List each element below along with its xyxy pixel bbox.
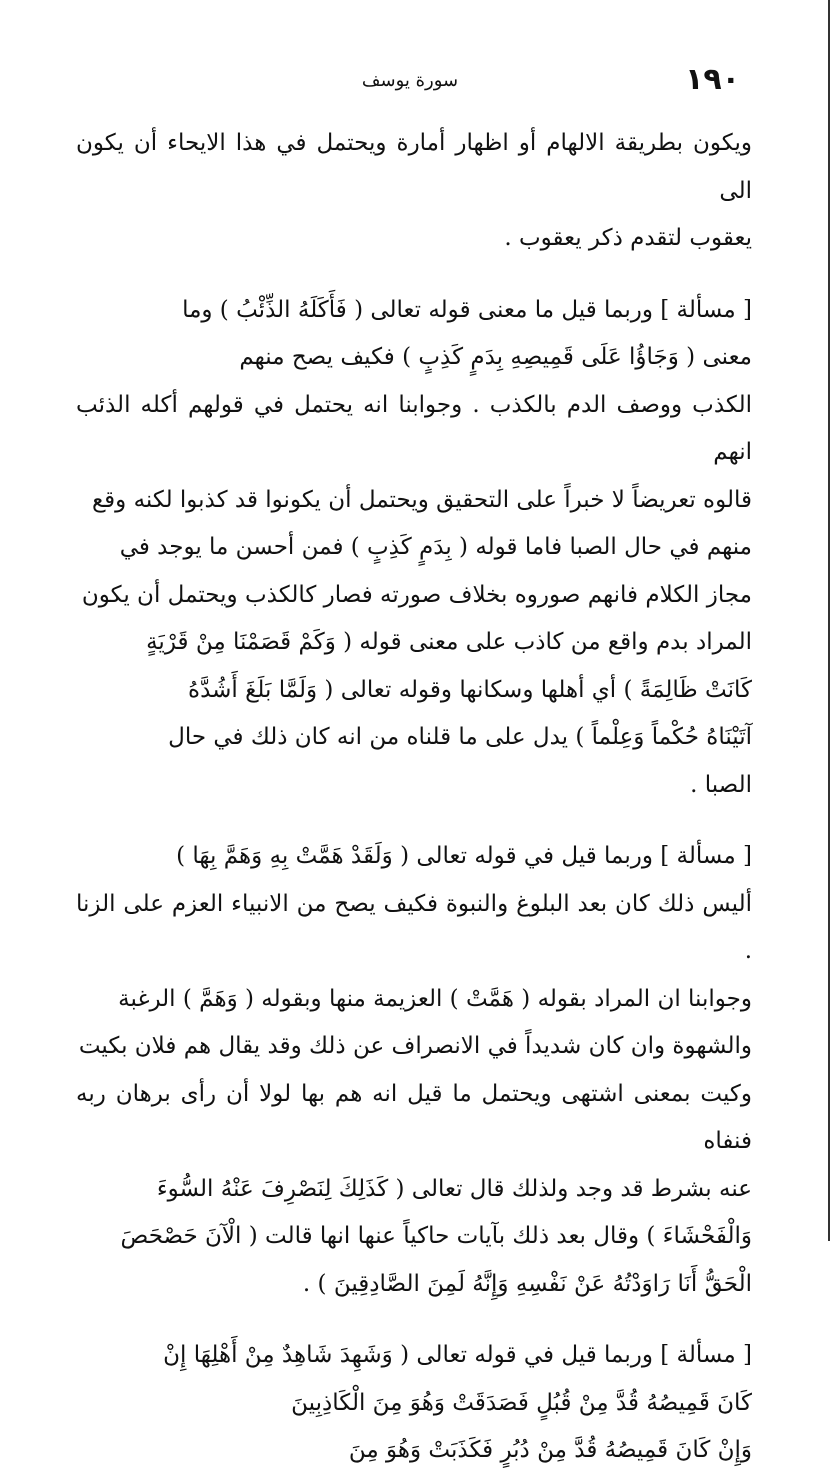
text-line: يعقوب لتقدم ذكر يعقوب . [504, 225, 752, 251]
text-line: وجوابنا ان المراد بقوله ( هَمَّتْ ) العزيمة منها وبقوله ( وَهَمَّ ) الرغبة [118, 985, 752, 1012]
body-text [76, 120, 752, 1475]
text-line: ويكون بطريقة الالهام أو اظهار أمارة ويحتمل في هذا الايحاء أن يكون الى [76, 130, 752, 204]
page-number: ١٩٠ [685, 62, 740, 97]
text-line: معنى ( وَجَاؤُا عَلَى قَمِيصِهِ بِدَمٍ كَذِبٍ ) فكيف يصح منهم [239, 344, 752, 370]
text-line: عنه بشرط قد وجد ولذلك قال تعالى ( كَذَلِكَ لِنَصْرِفَ عَنْهُ السُّوءَ [156, 1175, 752, 1202]
text-line: الكذب ووصف الدم بالكذب . وجوابنا انه يحتمل في قولهم أكله الذئب انهم [76, 391, 752, 465]
text-line: وَالْفَحْشَاءَ ) وقال بعد ذلك بآيات حاكياً عنها انها قالت ( الْآنَ حَصْحَصَ [120, 1223, 752, 1249]
text-line: منهم في حال الصبا فاما قوله ( بِدَمٍ كَذِبٍ ) فمن أحسن ما يوجد في [119, 534, 752, 560]
text-line: أليس ذلك كان بعد البلوغ والنبوة فكيف يصح من الانبياء العزم على الزنا . [76, 890, 752, 964]
text-line: آتَيْنَاهُ حُكْماً وَعِلْماً ) يدل على ما قلناه من انه كان ذلك في حال [168, 724, 752, 750]
text-line: الصبا . [690, 771, 752, 798]
text-line: والشهوة وان كان شديداً في الانصراف عن ذلك وقد يقال هم فلان بكيت [78, 1033, 752, 1059]
text-line: [ مسألة ] وربما قيل ما معنى قوله تعالى ( فَأَكَلَهُ الذِّئْبُ ) وما [182, 296, 752, 323]
running-title: سورة يوسف [361, 70, 459, 91]
paragraph [76, 1332, 752, 1475]
paragraph [76, 120, 752, 263]
paragraph [76, 833, 752, 1308]
text-line: [ مسألة ] وربما قيل في قوله تعالى ( وَشَهِدَ شَاهِدٌ مِنْ أَهْلِهَا إِنْ [163, 1342, 752, 1368]
text-line: الْحَقُّ أَنَا رَاوَدْتُهُ عَنْ نَفْسِهِ وَإِنَّهُ لَمِنَ الصَّادِقِينَ ) . [302, 1270, 752, 1297]
text-line: وَإِنْ كَانَ قَمِيصُهُ قُدَّ مِنْ دُبُرٍ فَكَذَبَتْ وَهُوَ مِنَ [348, 1437, 752, 1463]
text-line: قالوه تعريضاً لا خبراً على التحقيق ويحتمل أن يكونوا قد كذبوا لكنه وقع [91, 486, 752, 513]
text-line: وكيت بمعنى اشتهى ويحتمل ما قيل انه هم بها لولا أن رأى برهان ربه فنفاه [76, 1080, 752, 1154]
text-line: المراد بدم واقع من كاذب على معنى قوله ( وَكَمْ قَصَمْنَا مِنْ قَرْيَةٍ [146, 629, 752, 655]
text-line: [ مسألة ] وربما قيل في قوله تعالى ( وَلَقَدْ هَمَّتْ بِهِ وَهَمَّ بِهَا ) [176, 843, 752, 869]
text-line: كَانَ قَمِيصُهُ قُدَّ مِنْ قُبُلٍ فَصَدَقَتْ وَهُوَ مِنَ الْكَاذِبِينَ [291, 1389, 752, 1416]
page-header [80, 62, 740, 102]
text-line: كَانَتْ ظَالِمَةً ) أي أهلها وسكانها وقوله تعالى ( وَلَمَّا بَلَغَ أَشُدَّهُ [188, 676, 752, 703]
text-line: مجاز الكلام فانهم صوروه بخلاف صورته فصار كالكذب ويحتمل أن يكون [81, 581, 752, 608]
paragraph [76, 287, 752, 810]
